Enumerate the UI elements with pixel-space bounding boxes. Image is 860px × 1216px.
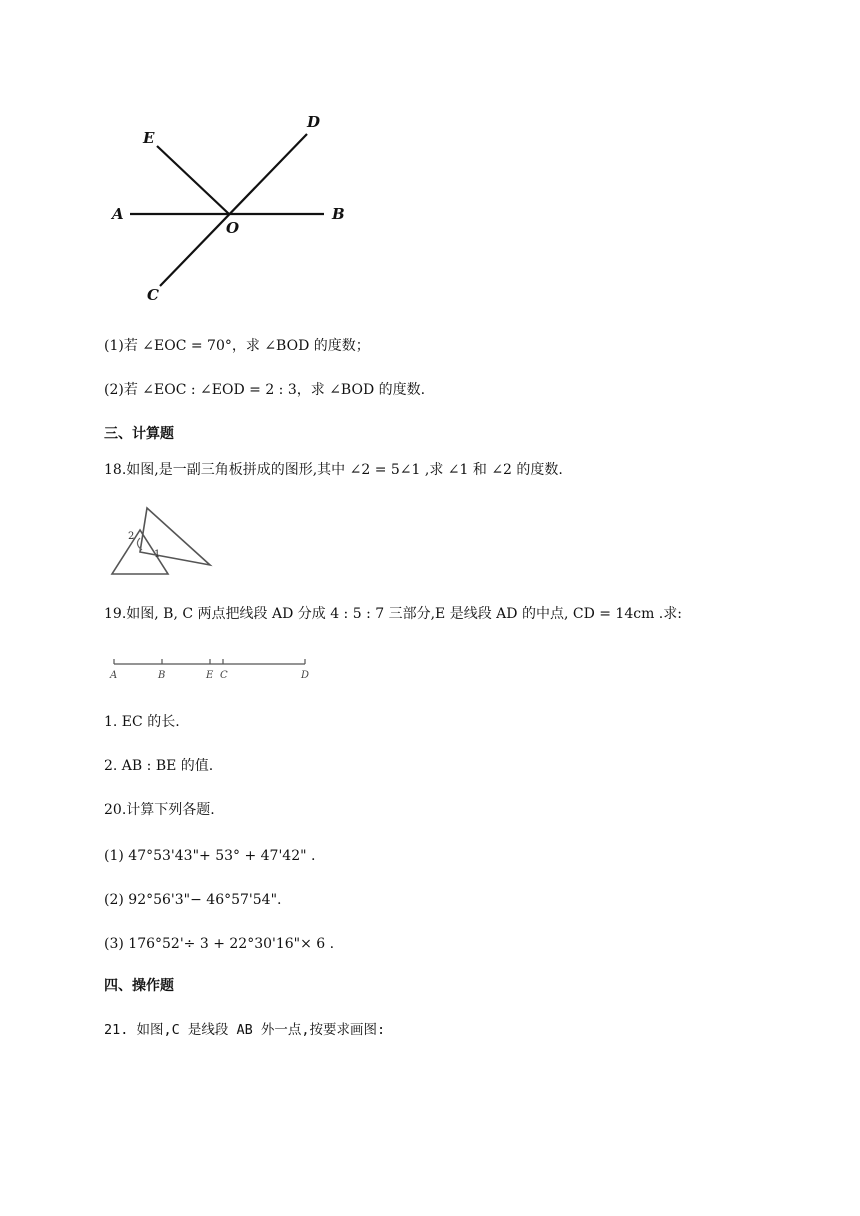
q17-part2: (2)若 ∠EOC : ∠EOD = 2 : 3，求 ∠BOD 的度数. <box>104 382 426 398</box>
q19-sub2: 2. AB : BE 的值. <box>104 758 214 774</box>
label-o: O <box>226 219 240 237</box>
seg-label-a: A <box>110 670 118 681</box>
label-c: C <box>147 286 159 304</box>
q20-part3: (3) 176°52'÷ 3 + 22°30'16"× 6 . <box>104 936 335 952</box>
label-a: A <box>112 205 124 223</box>
q19-text: 19.如图, B, C 两点把线段 AD 分成 4 : 5 : 7 三部分,E 是线段 AD 的中点, CD = 14cm .求: <box>104 606 682 622</box>
q20-part1: (1) 47°53'43"+ 53° + 47'42" . <box>104 848 316 864</box>
seg-label-e: E <box>206 670 214 681</box>
q17-part1: (1)若 ∠EOC = 70°，求 ∠BOD 的度数； <box>104 338 370 354</box>
q19-sub1: 1. EC 的长. <box>104 714 180 730</box>
set-square-figure <box>0 500 860 590</box>
label-d: D <box>307 113 321 131</box>
section-3-title: 三、计算题 <box>104 426 174 442</box>
large-set-square <box>140 508 210 565</box>
label-b: B <box>332 205 345 223</box>
label-e: E <box>143 129 155 147</box>
seg-label-c: C <box>220 670 228 681</box>
seg-label-b: B <box>158 670 166 681</box>
q20-text: 20.计算下列各题. <box>104 802 215 818</box>
section-4-title: 四、操作题 <box>104 978 174 994</box>
q18-text: 18.如图,是一副三角板拼成的图形,其中 ∠2 = 5∠1 ,求 ∠1 和 ∠2 的度数. <box>104 462 563 478</box>
q21-text: 21. 如图,C 是线段 AB 外一点,按要求画图: <box>104 1022 386 1038</box>
angle-1-label: 1 <box>154 549 161 560</box>
line-cd <box>160 134 307 286</box>
angle-2-label: 2 <box>128 531 135 542</box>
seg-label-d: D <box>301 670 310 681</box>
ray-oe <box>157 146 229 214</box>
q20-part2: (2) 92°56'3"− 46°57'54". <box>104 892 282 908</box>
angle-figure <box>0 0 860 320</box>
segment-figure <box>0 650 860 690</box>
